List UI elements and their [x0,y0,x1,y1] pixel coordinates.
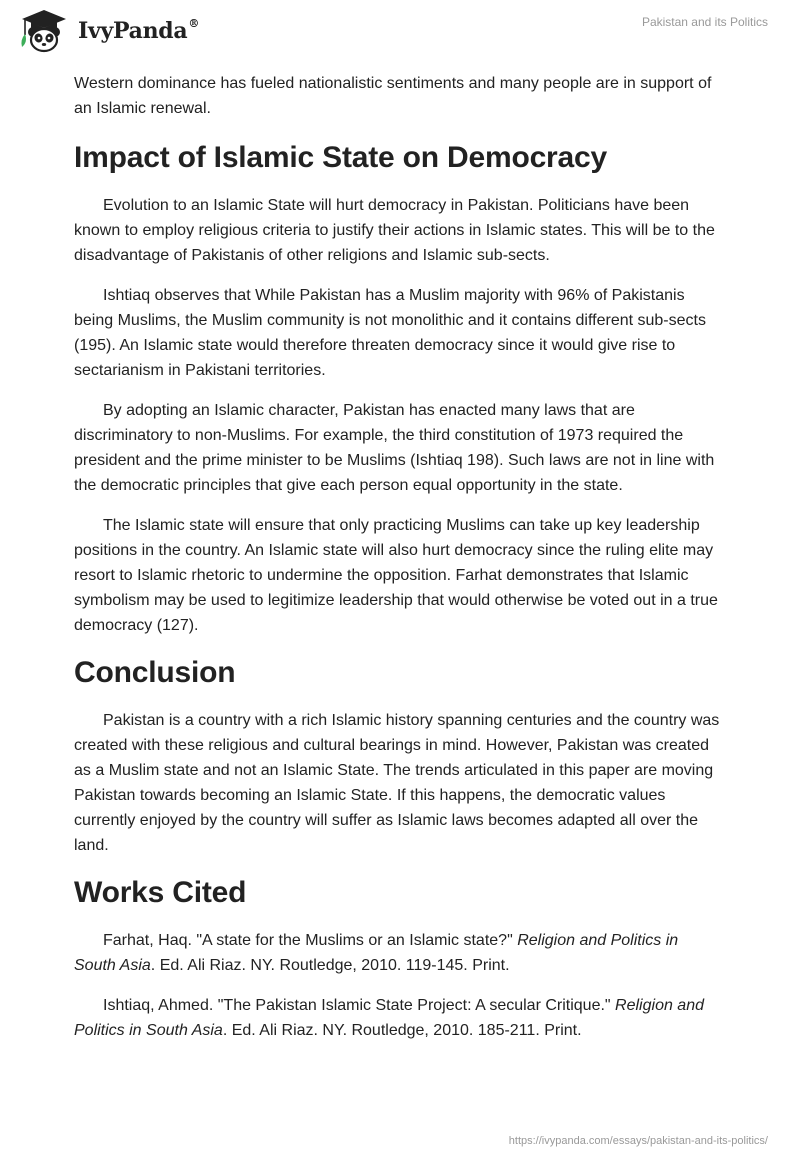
intro-paragraph: Western dominance has fueled nationalistic sentiments and many people are in support of an Islamic renewal. [74,75,712,117]
essay-content [74,71,724,1058]
paragraph: Pakistan is a country with a rich Islamic history spanning centuries and the country was created with these religious and cultural bearings in mind. However, Pakistan was created as a Muslim state and not an Islamic State. The trends articulated in this paper are moving Pakistan towards becoming an Islamic State. If this happens, the democratic values currently enjoyed by the country will suffer as Islamic laws becomes adapted all over the land. [74,712,720,854]
citation: Farhat, Haq. "A state for the Muslims or an Islamic state?" Religion and Politics in South Asia. Ed. Ali Riaz. NY. Routledge, 2010. 119-145. Print. [74,932,679,974]
page-header [0,0,800,66]
paragraph: By adopting an Islamic character, Pakistan has enacted many laws that are discriminatory to non-Muslims. For example, the third constitution of 1973 required the president and the prime minister to be Muslims (Ishtiaq 198). Such laws are not in line with the democratic principles that give each person equal opportunity in the state. [74,402,715,494]
section-heading-conclusion: Conclusion [74,656,236,689]
source-url[interactable]: https://ivypanda.com/essays/pakistan-and-its-politics/ [508,1135,768,1147]
ivypanda-logo[interactable] [16,7,199,53]
section-heading-works-cited: Works Cited [74,876,247,909]
citation: Ishtiaq, Ahmed. "The Pakistan Islamic State Project: A secular Critique." Religion and Politics in South Asia. Ed. Ali Riaz. NY. Routledge, 2010. 185-211. Print. [74,997,704,1039]
logo-text: IvyPanda® [78,16,200,44]
panda-graduate-icon [16,7,72,53]
paragraph: Ishtiaq observes that While Pakistan has a Muslim majority with 96% of Pakistanis being Muslims, the Muslim community is not monolithic and it contains different sub-sects (195). An Islamic state would therefore threaten democracy since it would give rise to sectarianism in Pakistani territories. [74,287,706,379]
section-heading-impact: Impact of Islamic State on Democracy [74,141,607,174]
paragraph: Evolution to an Islamic State will hurt democracy in Pakistan. Politicians have been known to employ religious criteria to justify their actions in Islamic states. This will be to the disadvantage of Pakistanis of other religions and Islamic sub-sects. [74,197,715,264]
paragraph: The Islamic state will ensure that only practicing Muslims can take up key leadership positions in the country. An Islamic state will also hurt democracy since the ruling elite may resort to Islamic rhetoric to undermine the opposition. Farhat demonstrates that Islamic symbolism may be used to legitimize leadership that would otherwise be voted out in a true democracy (127). [74,517,718,634]
document-title: Pakistan and its Politics [641,15,768,29]
